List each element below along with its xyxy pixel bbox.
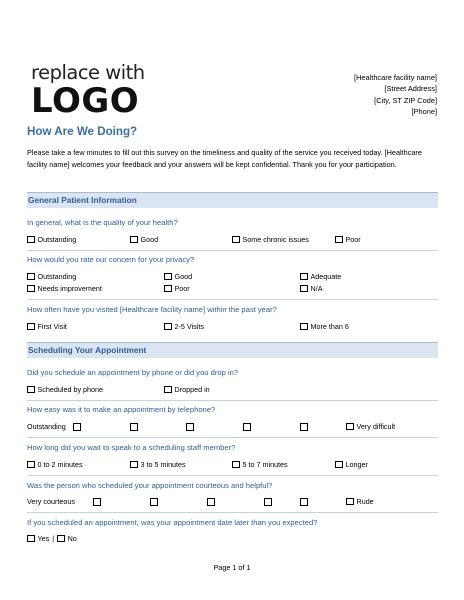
question-courtesy: Was the person who scheduled your appointment courteous and helpful? [27, 481, 273, 490]
option-label: Adequate [310, 272, 342, 281]
question-privacy: How would you rate our concern for your privacy? [27, 255, 195, 264]
yes-no-divider: | [52, 534, 55, 543]
option-scheduled-by-phone[interactable] [27, 385, 103, 394]
divider [27, 475, 438, 476]
option-label: Good [174, 272, 193, 281]
checkbox[interactable] [335, 461, 343, 469]
checkbox[interactable] [346, 498, 354, 506]
option-label-yes: Yes [37, 534, 50, 543]
checkbox-yes[interactable] [27, 535, 35, 543]
checkbox-ease-2[interactable] [130, 423, 138, 431]
option-label: Longer [345, 460, 368, 469]
option-health-outstanding[interactable] [27, 235, 76, 244]
option-wait-3-5[interactable] [130, 460, 186, 469]
option-label: Some chronic issues [242, 235, 309, 244]
checkbox[interactable] [232, 236, 240, 244]
option-health-good[interactable] [130, 235, 158, 244]
option-label: Needs improvement [37, 284, 102, 293]
checkbox[interactable] [27, 323, 35, 331]
question-phone-ease: How easy was it to make an appointment by telephone? [27, 405, 216, 414]
divider [27, 512, 438, 513]
checkbox[interactable] [300, 273, 308, 281]
question-visit-frequency: How often have you visited [Healthcare facility name] within the past year? [27, 305, 277, 314]
logo-placeholder [31, 61, 145, 121]
checkbox[interactable] [164, 323, 172, 331]
option-label: 3 to 5 minutes [140, 460, 186, 469]
checkbox-no[interactable] [57, 535, 65, 543]
checkbox-courtesy-3[interactable] [207, 498, 215, 506]
checkbox[interactable] [164, 386, 172, 394]
section-general-title: General Patient Information [28, 195, 137, 205]
option-privacy-na[interactable] [300, 284, 322, 293]
checkbox[interactable] [346, 423, 354, 431]
option-label: Poor [345, 235, 361, 244]
scale-left-label [27, 422, 66, 431]
option-label: Scheduled by phone [37, 385, 104, 394]
checkbox-courtesy-4[interactable] [264, 498, 272, 506]
option-wait-0-2[interactable] [27, 460, 83, 469]
option-visits-first[interactable] [27, 322, 67, 331]
page-footer: Page 1 of 1 [213, 563, 251, 572]
option-label: 0 to 2 minutes [37, 460, 83, 469]
question-date-later: If you scheduled an appointment, was your appointment date later than you expected? [27, 518, 318, 527]
option-label: Outstanding [37, 272, 77, 281]
checkbox-courtesy-2[interactable] [150, 498, 158, 506]
divider [27, 250, 438, 251]
scale-left-label [27, 497, 75, 506]
section-scheduling-title: Scheduling Your Appointment [28, 345, 147, 355]
phone: [Phone] [411, 107, 437, 117]
option-wait-5-7[interactable] [232, 460, 288, 469]
option-health-poor[interactable] [335, 235, 361, 244]
question-wait-time: How long did you wait to speak to a scheduling staff member? [27, 443, 236, 452]
street-address: [Street Address] [384, 84, 437, 94]
facility-name: [Healthcare facility name] [354, 73, 437, 82]
option-label: Poor [174, 284, 190, 293]
page-title: How Are We Doing? [27, 125, 138, 138]
section-scheduling [27, 342, 438, 358]
option-label-no: No [67, 534, 77, 543]
option-wait-longer[interactable] [335, 460, 368, 469]
checkbox-courtesy-1[interactable] [93, 498, 101, 506]
question-schedule-method: Did you schedule an appointment by phone or did you drop in? [27, 368, 239, 377]
option-label: More than 6 [310, 322, 349, 331]
option-dropped-in[interactable] [164, 385, 210, 394]
option-label: Outstanding [37, 235, 77, 244]
option-health-chronic[interactable] [232, 235, 309, 244]
scale-label: Very courteous [27, 497, 75, 506]
option-yes-no [27, 534, 77, 543]
checkbox[interactable] [164, 273, 172, 281]
checkbox[interactable] [27, 386, 35, 394]
city-state-zip: [City, ST ZIP Code] [374, 95, 437, 105]
option-label: 2-5 Visits [174, 322, 204, 331]
checkbox[interactable] [130, 236, 138, 244]
checkbox-ease-4[interactable] [243, 423, 251, 431]
facility-address [354, 72, 437, 118]
checkbox-ease-1[interactable] [73, 423, 81, 431]
option-privacy-outstanding[interactable] [27, 272, 76, 281]
option-label: First Visit [37, 322, 67, 331]
divider [27, 299, 438, 300]
option-visits-2-5[interactable] [164, 322, 204, 331]
option-visits-more-than-6[interactable] [300, 322, 349, 331]
option-privacy-adequate[interactable] [300, 272, 341, 281]
option-label: Dropped in [174, 385, 210, 394]
logo-line-1: replace with [31, 61, 145, 84]
checkbox[interactable] [164, 285, 172, 293]
checkbox[interactable] [335, 236, 343, 244]
option-courtesy-rude[interactable] [346, 497, 374, 506]
scale-label: Outstanding [27, 422, 66, 431]
logo-line-2: LOGO [31, 81, 140, 121]
divider [27, 400, 438, 401]
option-privacy-needs-improvement[interactable] [27, 284, 102, 293]
option-label: Rude [356, 497, 374, 506]
option-privacy-poor[interactable] [164, 284, 190, 293]
section-general [27, 192, 438, 208]
checkbox-courtesy-5[interactable] [300, 498, 308, 506]
option-label: Good [140, 235, 159, 244]
option-ease-very-difficult[interactable] [346, 422, 395, 431]
checkbox[interactable] [232, 461, 240, 469]
checkbox-ease-5[interactable] [300, 423, 308, 431]
option-label: Very difficult [356, 422, 396, 431]
checkbox-ease-3[interactable] [186, 423, 194, 431]
divider [27, 437, 438, 438]
intro-text: Please take a few minutes to fill out this survey on the timeliness and quality of the service you received today. [Healthcare facility name] welcomes your feedback and your answers will be kept confidential. Thank you for your participation. [27, 148, 422, 169]
checkbox[interactable] [27, 236, 35, 244]
checkbox[interactable] [300, 323, 308, 331]
checkbox[interactable] [27, 285, 35, 293]
checkbox[interactable] [27, 273, 35, 281]
option-privacy-good[interactable] [164, 272, 192, 281]
option-label: N/A [310, 284, 323, 293]
checkbox[interactable] [130, 461, 138, 469]
question-health-quality: In general, what is the quality of your health? [27, 218, 178, 227]
checkbox[interactable] [300, 285, 308, 293]
option-label: 5 to 7 minutes [242, 460, 288, 469]
checkbox[interactable] [27, 461, 35, 469]
